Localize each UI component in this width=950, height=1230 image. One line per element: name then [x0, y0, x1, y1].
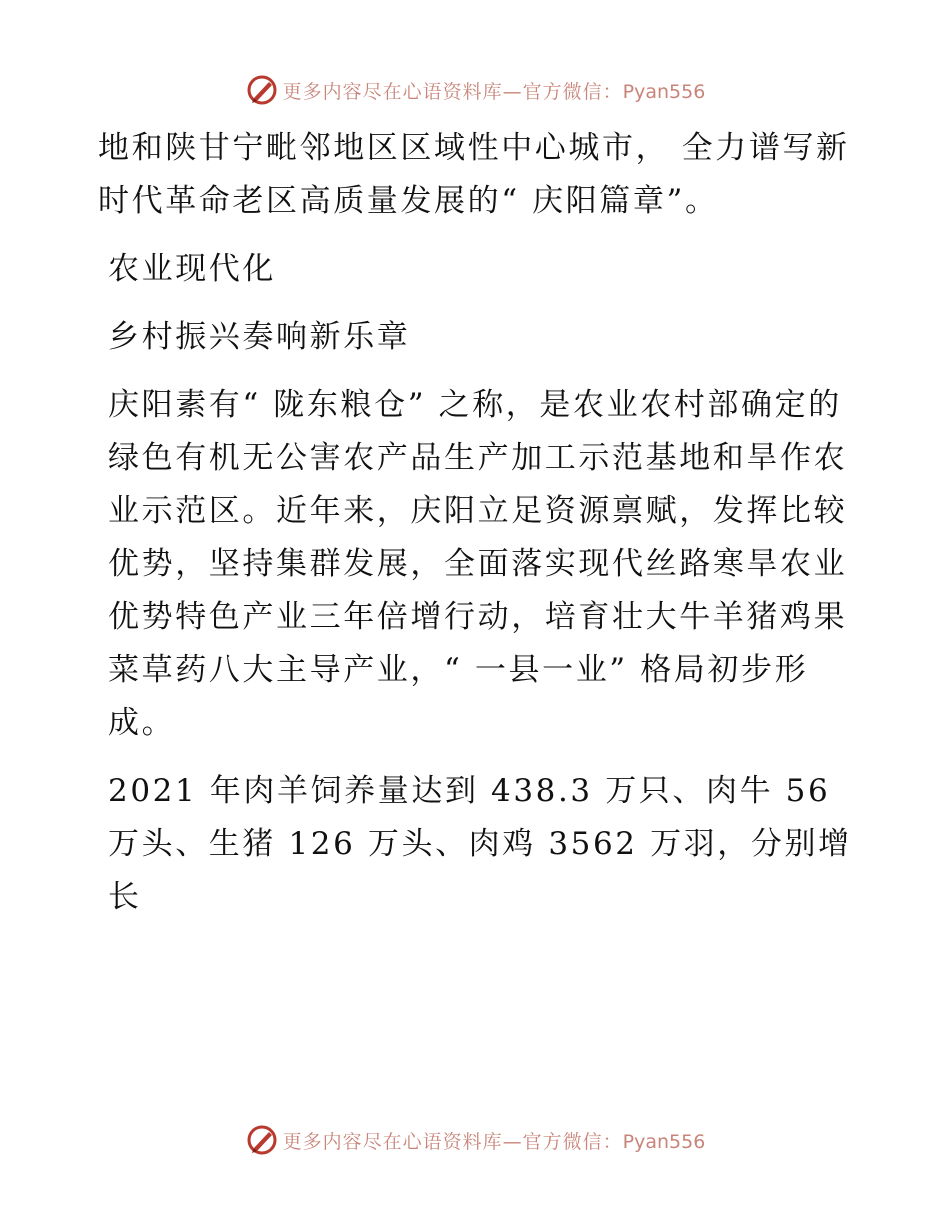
watermark-text: 更多内容尽在心语资料库—官方微信：Pyan556: [282, 1130, 706, 1153]
paragraph-1: 地和陕甘宁毗邻地区区域性中心城市， 全力谱写新时代革命老区高质量发展的“ 庆阳篇章”。: [98, 130, 850, 219]
footer-watermark: [0, 1120, 950, 1160]
watermark-text: 更多内容尽在心语资料库—官方微信：Pyan556: [282, 80, 706, 103]
paragraph-livestock: 2021 年肉羊饲养量达到 438.3 万只、肉牛 56 万头、生猪 126 万头、肉鸡 3562 万羽，分别增长: [108, 773, 852, 915]
pen-logo-icon: [245, 73, 279, 107]
watermark-wechat-id: Pyan556: [622, 1130, 706, 1153]
document-body: [98, 122, 858, 939]
section-heading: 农业现代化: [108, 251, 276, 287]
watermark-wechat-id: Pyan556: [622, 80, 706, 103]
paragraph-agriculture: 庆阳素有“ 陇东粮仓” 之称，是农业农村部确定的绿色有机无公害农产品生产加工示范基地和旱作农业示范区。近年来，庆阳立足资源禀赋，发挥比较优势，坚持集群发展，全面落实现代丝路寒旱农业优势特色产业三年倍增行动，培育壮大牛羊猪鸡果菜草药八大主导产业，“ 一县一业” 格局初步形成。: [108, 387, 848, 741]
section-subheading: 乡村振兴奏响新乐章: [108, 319, 411, 355]
header-watermark: [0, 70, 950, 110]
pen-logo-icon: [245, 1123, 279, 1157]
